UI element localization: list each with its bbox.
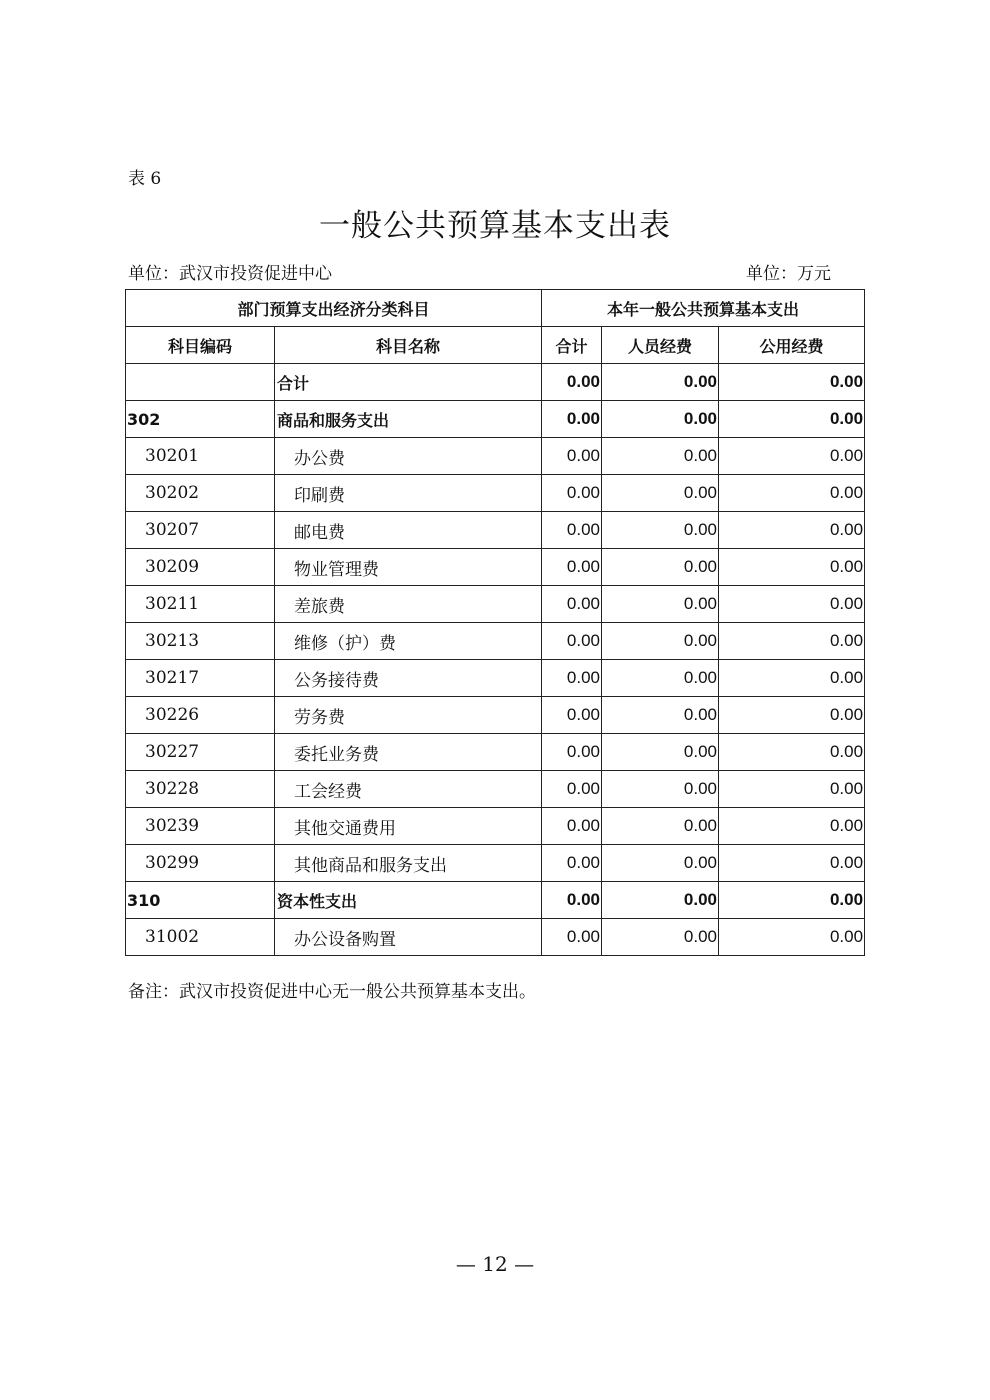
group-header-expenditure: 本年一般公共预算基本支出 — [542, 290, 865, 327]
table-row — [126, 697, 865, 734]
cell-code: 30299 — [126, 845, 275, 882]
cell-personnel: 0.00 — [602, 882, 719, 919]
cell-public: 0.00 — [719, 623, 865, 660]
cell-personnel: 0.00 — [602, 364, 719, 401]
table-row — [126, 438, 865, 475]
cell-total: 0.00 — [542, 438, 602, 475]
cell-public: 0.00 — [719, 475, 865, 512]
column-header-row — [126, 327, 865, 364]
cell-name: 印刷费 — [275, 475, 542, 512]
cell-code — [126, 364, 275, 401]
cell-personnel: 0.00 — [602, 586, 719, 623]
table-row — [126, 845, 865, 882]
cell-code: 30211 — [126, 586, 275, 623]
cell-personnel: 0.00 — [602, 438, 719, 475]
cell-public: 0.00 — [719, 771, 865, 808]
budget-table — [125, 289, 865, 956]
cell-total: 0.00 — [542, 882, 602, 919]
page-number: — 12 — — [455, 1252, 535, 1276]
cell-code: 30207 — [126, 512, 275, 549]
cell-personnel: 0.00 — [602, 919, 719, 956]
cell-name: 邮电费 — [275, 512, 542, 549]
cell-total: 0.00 — [542, 808, 602, 845]
cell-personnel: 0.00 — [602, 623, 719, 660]
cell-code: 30213 — [126, 623, 275, 660]
cell-public: 0.00 — [719, 549, 865, 586]
cell-total: 0.00 — [542, 697, 602, 734]
table-row — [126, 808, 865, 845]
cell-public: 0.00 — [719, 364, 865, 401]
column-header-personnel: 人员经费 — [602, 327, 719, 364]
column-header-name: 科目名称 — [275, 327, 542, 364]
cell-total: 0.00 — [542, 475, 602, 512]
cell-total: 0.00 — [542, 512, 602, 549]
cell-code: 30239 — [126, 808, 275, 845]
cell-code: 30202 — [126, 475, 275, 512]
table-row — [126, 475, 865, 512]
cell-name: 劳务费 — [275, 697, 542, 734]
footnote: 备注：武汉市投资促进中心无一般公共预算基本支出。 — [128, 982, 536, 1002]
cell-name: 差旅费 — [275, 586, 542, 623]
cell-personnel: 0.00 — [602, 549, 719, 586]
table-row — [126, 734, 865, 771]
unit-organization: 单位：武汉市投资促进中心 — [128, 264, 332, 284]
cell-name: 公务接待费 — [275, 660, 542, 697]
unit-currency: 单位：万元 — [746, 264, 831, 284]
cell-name: 资本性支出 — [275, 882, 542, 919]
cell-total: 0.00 — [542, 919, 602, 956]
cell-public: 0.00 — [719, 660, 865, 697]
cell-public: 0.00 — [719, 401, 865, 438]
cell-name: 其他商品和服务支出 — [275, 845, 542, 882]
cell-public: 0.00 — [719, 697, 865, 734]
table-row — [126, 364, 865, 401]
column-header-public: 公用经费 — [719, 327, 865, 364]
table-row — [126, 882, 865, 919]
cell-code: 30201 — [126, 438, 275, 475]
table-number-label: 表 6 — [128, 169, 162, 189]
table-row — [126, 623, 865, 660]
cell-public: 0.00 — [719, 845, 865, 882]
cell-personnel: 0.00 — [602, 475, 719, 512]
cell-public: 0.00 — [719, 586, 865, 623]
cell-total: 0.00 — [542, 771, 602, 808]
cell-code: 302 — [126, 401, 275, 438]
cell-personnel: 0.00 — [602, 734, 719, 771]
cell-name: 委托业务费 — [275, 734, 542, 771]
cell-code: 31002 — [126, 919, 275, 956]
cell-personnel: 0.00 — [602, 660, 719, 697]
cell-total: 0.00 — [542, 623, 602, 660]
cell-personnel: 0.00 — [602, 771, 719, 808]
table-row — [126, 512, 865, 549]
cell-public: 0.00 — [719, 919, 865, 956]
cell-total: 0.00 — [542, 401, 602, 438]
cell-personnel: 0.00 — [602, 512, 719, 549]
table-row — [126, 771, 865, 808]
cell-name: 合计 — [275, 364, 542, 401]
cell-name: 办公费 — [275, 438, 542, 475]
column-header-total: 合计 — [542, 327, 602, 364]
cell-personnel: 0.00 — [602, 401, 719, 438]
cell-total: 0.00 — [542, 549, 602, 586]
group-header-classification: 部门预算支出经济分类科目 — [126, 290, 542, 327]
cell-code: 30227 — [126, 734, 275, 771]
cell-total: 0.00 — [542, 364, 602, 401]
cell-personnel: 0.00 — [602, 808, 719, 845]
cell-total: 0.00 — [542, 734, 602, 771]
cell-name: 维修（护）费 — [275, 623, 542, 660]
cell-name: 其他交通费用 — [275, 808, 542, 845]
cell-name: 物业管理费 — [275, 549, 542, 586]
cell-code: 30226 — [126, 697, 275, 734]
table-row — [126, 660, 865, 697]
cell-code: 30217 — [126, 660, 275, 697]
cell-name: 工会经费 — [275, 771, 542, 808]
cell-personnel: 0.00 — [602, 845, 719, 882]
cell-total: 0.00 — [542, 660, 602, 697]
cell-code: 310 — [126, 882, 275, 919]
cell-public: 0.00 — [719, 882, 865, 919]
table-row — [126, 549, 865, 586]
cell-name: 办公设备购置 — [275, 919, 542, 956]
cell-total: 0.00 — [542, 586, 602, 623]
cell-code: 30209 — [126, 549, 275, 586]
cell-total: 0.00 — [542, 845, 602, 882]
cell-public: 0.00 — [719, 808, 865, 845]
cell-public: 0.00 — [719, 734, 865, 771]
cell-name: 商品和服务支出 — [275, 401, 542, 438]
cell-public: 0.00 — [719, 512, 865, 549]
cell-public: 0.00 — [719, 438, 865, 475]
table-row — [126, 401, 865, 438]
table-row — [126, 586, 865, 623]
cell-code: 30228 — [126, 771, 275, 808]
group-header-row — [126, 290, 865, 327]
table-row — [126, 919, 865, 956]
document-title: 一般公共预算基本支出表 — [319, 208, 671, 244]
cell-personnel: 0.00 — [602, 697, 719, 734]
column-header-code: 科目编码 — [126, 327, 275, 364]
